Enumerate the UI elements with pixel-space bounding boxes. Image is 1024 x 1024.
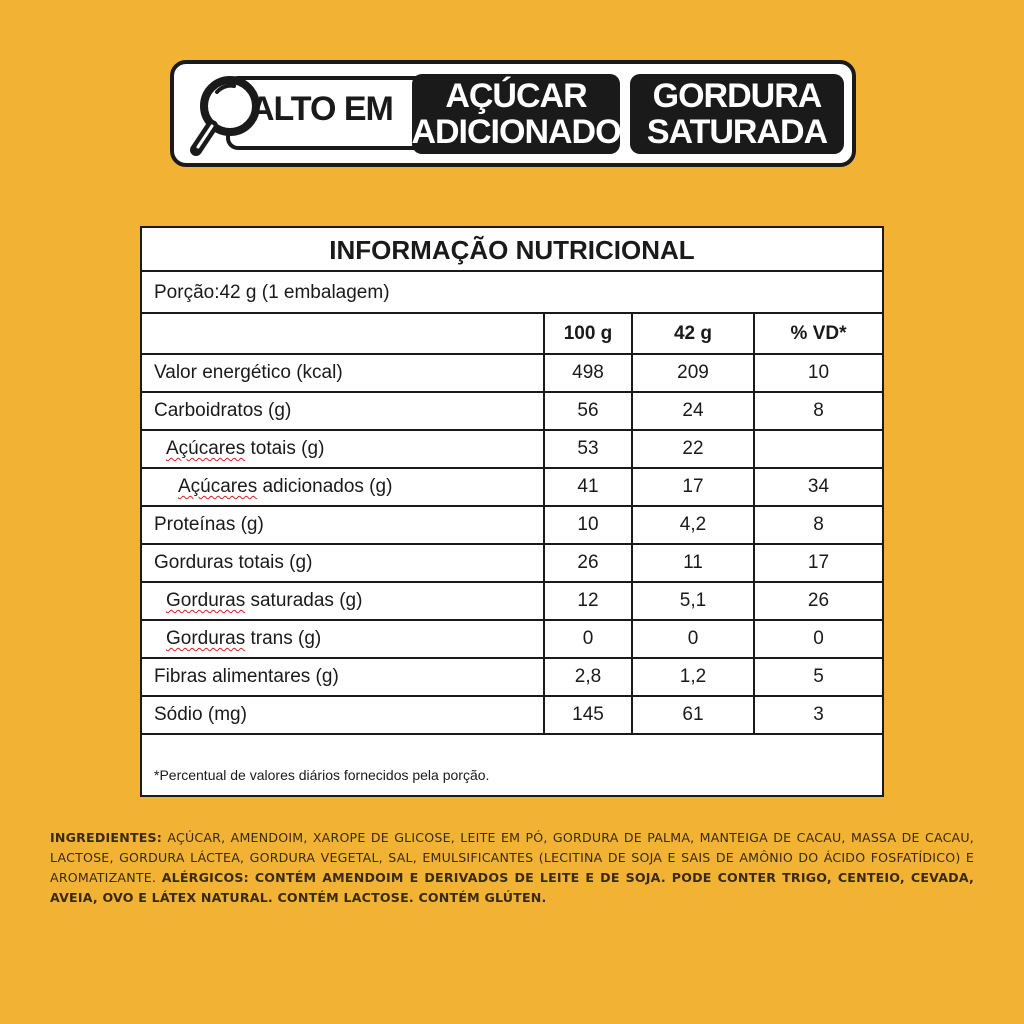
table-row — [142, 354, 882, 392]
cell-42g: 5,1 — [632, 582, 754, 620]
cell-100g: 12 — [544, 582, 632, 620]
spellcheck-word: Açúcares — [166, 438, 246, 459]
cell-42g: 0 — [632, 620, 754, 658]
cell-vd: 34 — [754, 468, 882, 506]
cell-vd: 17 — [754, 544, 882, 582]
table-row — [142, 544, 882, 582]
nutrition-grid — [142, 314, 882, 735]
row-label: Fibras alimentares (g) — [142, 658, 544, 696]
row-label: Gorduras totais (g) — [142, 544, 544, 582]
cell-vd: 10 — [754, 354, 882, 392]
cell-42g: 17 — [632, 468, 754, 506]
cell-100g: 41 — [544, 468, 632, 506]
cell-100g: 56 — [544, 392, 632, 430]
acucar-adicionado-badge — [412, 74, 620, 154]
cell-100g: 145 — [544, 696, 632, 734]
header-row — [142, 314, 882, 354]
row-label-rest: trans (g) — [245, 628, 322, 649]
row-label — [142, 468, 544, 506]
cell-42g: 61 — [632, 696, 754, 734]
gordura-saturada-badge — [630, 74, 844, 154]
header-vd: % VD* — [754, 314, 882, 354]
acucar-line2: ADICIONADO — [411, 113, 621, 151]
cell-vd: 8 — [754, 506, 882, 544]
table-row — [142, 392, 882, 430]
table-row — [142, 468, 882, 506]
table-row — [142, 620, 882, 658]
table-row — [142, 582, 882, 620]
row-label-rest: adicionados (g) — [257, 476, 393, 497]
header-100g: 100 g — [544, 314, 632, 354]
row-label — [142, 430, 544, 468]
cell-vd: 3 — [754, 696, 882, 734]
cell-vd: 0 — [754, 620, 882, 658]
cell-vd — [754, 430, 882, 468]
spellcheck-word: Gorduras — [166, 628, 246, 649]
cell-42g: 22 — [632, 430, 754, 468]
spellcheck-word: Açúcares — [178, 476, 258, 497]
table-title: INFORMAÇÃO NUTRICIONAL — [142, 228, 882, 272]
cell-100g: 26 — [544, 544, 632, 582]
alto-em-label: ALTO EM — [250, 90, 393, 128]
table-footnote: *Percentual de valores diários fornecidos pela porção. — [154, 767, 490, 783]
row-label-rest: saturadas (g) — [245, 590, 363, 611]
ingredients-text — [50, 828, 974, 908]
cell-100g: 498 — [544, 354, 632, 392]
row-label: Sódio (mg) — [142, 696, 544, 734]
table-row — [142, 658, 882, 696]
cell-vd: 26 — [754, 582, 882, 620]
row-label-rest: totais (g) — [245, 438, 325, 459]
ingredients-label: INGREDIENTES: — [50, 830, 163, 845]
allergens-statement: ALÉRGICOS: CONTÉM AMENDOIM E DERIVADOS DE LEITE E DE SOJA. PODE CONTER TRIGO, CENTEIO, CEVADA, AVEIA, OVO E LÁTEX NATURAL. CONTÉM LACTOSE. CONTÉM GLÚTEN. — [50, 870, 974, 905]
spellcheck-word: Gorduras — [166, 590, 246, 611]
table-row — [142, 696, 882, 734]
cell-100g: 53 — [544, 430, 632, 468]
cell-vd: 5 — [754, 658, 882, 696]
acucar-line1: AÇÚCAR — [445, 77, 587, 115]
header-empty — [142, 314, 544, 354]
row-label: Proteínas (g) — [142, 506, 544, 544]
ingredients-list: AÇÚCAR, AMENDOIM, XAROPE DE GLICOSE, LEITE EM PÓ, GORDURA DE PALMA, MANTEIGA DE CACAU, MASSA DE CACAU, LACTOSE, GORDURA LÁCTEA, GORDURA VEGETAL, SAL, EMULSIFICANTES (LECITINA DE SOJA E SAIS DE AMÔNIO DO ÁCIDO FOSFATÍDICO) E AROMATIZANTE. — [50, 830, 974, 885]
cell-42g: 4,2 — [632, 506, 754, 544]
cell-42g: 1,2 — [632, 658, 754, 696]
cell-100g: 0 — [544, 620, 632, 658]
row-label — [142, 582, 544, 620]
row-label — [142, 620, 544, 658]
cell-100g: 2,8 — [544, 658, 632, 696]
header-42g: 42 g — [632, 314, 754, 354]
cell-100g: 10 — [544, 506, 632, 544]
row-label: Carboidratos (g) — [142, 392, 544, 430]
gordura-line2: SATURADA — [646, 113, 828, 151]
cell-42g: 209 — [632, 354, 754, 392]
cell-42g: 11 — [632, 544, 754, 582]
cell-42g: 24 — [632, 392, 754, 430]
nutrition-facts-table — [140, 226, 884, 797]
gordura-line1: GORDURA — [652, 77, 822, 115]
cell-vd: 8 — [754, 392, 882, 430]
table-row — [142, 430, 882, 468]
table-row — [142, 506, 882, 544]
row-label: Valor energético (kcal) — [142, 354, 544, 392]
portion-size: Porção:42 g (1 embalagem) — [142, 272, 882, 314]
high-in-warning-seal — [170, 60, 856, 167]
